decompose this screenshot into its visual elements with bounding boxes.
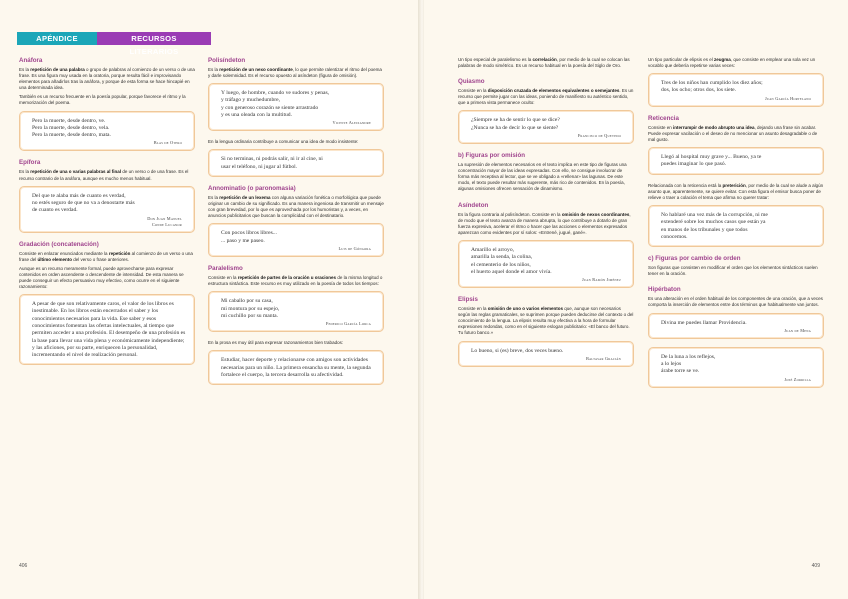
example-line: Divina me puedes llamar Providencia.	[661, 319, 747, 326]
section-heading: Annominatio (o paronomasia)	[208, 185, 296, 193]
body-paragraph: Relacionada con la reticencia está la preterición, por medio de la cual se alude a algún asunto que, aparentemente, se quiere evitar. Con esta figura el emisor busca poner de relieve o traer a colación el tema que afirma no querer tratar:	[648, 182, 824, 200]
example-line: Estudiar, hacer deporte y relacionarse con amigos son actividades necesarias para un niño. La primera ensancha su mente, la segunda fortalece el cuerpo, la tercera desarrolla su afectividad.	[221, 357, 371, 378]
body-paragraph: En la lengua ordinaria contribuye a comunicar una idea de modo insistente:	[208, 139, 359, 145]
example-box	[648, 205, 824, 247]
section-heading: Quiasmo	[458, 78, 485, 86]
example-author: Baltasar Gracián	[585, 355, 621, 361]
example-box	[648, 73, 824, 107]
column-1	[19, 57, 195, 373]
example-line: en manos de los tribunales y que todos	[661, 226, 748, 233]
example-box	[458, 240, 634, 288]
section-heading: Gradación (concatenación)	[19, 240, 99, 248]
example-box	[208, 291, 384, 332]
body-paragraph: Es la figura contraria al polisíndeton. Consiste en la omisión de nexos coordinantes, de modo que el texto avanza de manera abrupta, lo que contribuye a dotarlo de gran fuerza expresiva, acelerar el ritmo o hacer que las acciones o elementos expresados aparezcan como evidentes por sí solos: «Entrené, jugué, gané».	[458, 211, 631, 235]
example-line: mi montura por su espejo,	[221, 305, 280, 312]
example-author: Juan de Mena	[784, 327, 811, 333]
section-heading: Polisíndeton	[208, 57, 246, 64]
example-author: Luis de Góngora	[338, 246, 371, 252]
example-box	[458, 110, 634, 144]
example-line: dos, los ocho; otros dos, los siete.	[661, 87, 737, 94]
left-page	[0, 0, 420, 599]
section-heading: Elipsis	[458, 296, 478, 304]
body-paragraph: Un tipo especial de paralelismo es la correlación, por medio de la cual se colocan las palabras de modo simétrico. Es un recurso habitual en la poesía del Siglo de Oro.	[458, 57, 630, 69]
example-line: Llegó al hospital muy grave y... Bueno, ya te	[661, 154, 762, 161]
example-author: Federico García Lorca	[325, 321, 371, 327]
example-line: y con generoso corazón se siente arrastrado	[221, 104, 319, 111]
body-paragraph: Consiste en la disposición cruzada de elementos equivalentes o semejantes. Es un recurso que permite jugar con las ideas, poniendo de manifiesto su auténtico sentido, que a primera vista permanece oculto:	[458, 88, 634, 106]
example-line: y tráfago y muchedumbre,	[221, 97, 281, 104]
body-paragraph: Un tipo particular de elipsis es el zeugma, que consiste en emplear una sola vez un vocablo que debería repetirse varias veces:	[648, 57, 816, 69]
section-heading: Hipérbaton	[648, 286, 681, 294]
section-heading: Anáfora	[19, 57, 43, 64]
body-paragraph: Es una alteración en el orden habitual de los componentes de una oración, que a veces comporta la inserción de elementos entre dos términos que habitualmente van juntos.	[648, 296, 823, 308]
example-line: Mi caballo por su casa,	[221, 298, 273, 305]
example-author: Don Juan Manuel	[147, 215, 182, 221]
example-author: Vicente Aleixandre	[332, 120, 371, 126]
section-heading: Asíndeton	[458, 201, 489, 209]
body-paragraph: Es la repetición de una palabra o grupo de palabras al comienzo de un verso o de una frase. Es una figura muy usada en la oratoria, porque resulta fácil e improvisando elementos para añadirlos tras la anáfora, y porque de esta forma se hace hincapié en una determinada idea.	[19, 67, 195, 91]
body-paragraph: Consiste en interrumpir de modo abrupto una idea, dejando una frase sin acabar. Puede expresar vacilación o el deseo de no mencionar un asunto desagradable o de mal gusto.	[648, 124, 818, 142]
section-heading: Paralelismo	[208, 265, 243, 273]
example-line: de cuanto es verdad.	[32, 207, 78, 214]
example-box	[19, 111, 195, 152]
body-paragraph: Es la repetición de un nexo coordinante, lo que permite ralentizar el ritmo del poema y darle solemnidad. Es el recurso opuesto al asíndeton (figura de omisión).	[208, 67, 382, 79]
example-line: Lo bueno, si (es) breve, dos veces bueno.	[471, 347, 564, 354]
column-4	[648, 57, 824, 396]
page-number-left: 406	[19, 563, 28, 569]
example-box	[208, 350, 384, 385]
example-line: no estés seguro de que no va a denostarte más	[32, 199, 135, 206]
section-heading: Reticencia	[648, 114, 679, 122]
body-paragraph: Consiste en la repetición de partes de la oración u oraciones de la misma longitud o estructura sintáctica. Este recurso es muy utilizado en la poesía de todos los tiempos:	[208, 275, 383, 287]
example-box	[458, 341, 634, 367]
example-line: Pero la muerte, desde dentro, vela.	[32, 124, 110, 131]
example-line: ¿Nunca se ha de decir lo que se siente?	[471, 124, 559, 131]
body-paragraph: La supresión de elementos necesarios en el texto implica en este tipo de figuras una concentración mayor de las ideas expresadas. Con ello, se consigue involucrar de forma más receptiva al lector, que se ve obligado a «rellenar» las lagunas. De este modo, el texto puede resultar más sugerente, más rico de contenidos. En la poesía, algunas omisiones ofrecen sensación de dinamismo.	[458, 162, 627, 192]
example-line: ¿Siempre se ha de sentir lo que se dice?	[471, 117, 560, 124]
example-line: Si no terminas, ni podrás salir, ni ir al cine, ni	[221, 156, 323, 163]
example-line: Pero la muerte, desde dentro, mata.	[32, 132, 111, 139]
example-author: José Zorrilla	[784, 376, 811, 382]
example-source: Conde Lucanor	[151, 221, 182, 227]
example-box	[648, 147, 824, 175]
example-line: conocemos.	[661, 233, 688, 240]
example-line: el cementerio de los niños,	[471, 261, 531, 268]
page-number-right: 409	[811, 563, 820, 569]
example-line: ... paso y me paseo.	[221, 237, 265, 244]
example-author: Francisco de Quevedo	[577, 133, 621, 139]
example-box	[19, 186, 195, 233]
column-2	[208, 57, 384, 393]
example-line: De la luna a los reflejos,	[661, 353, 716, 360]
body-paragraph: Es la repetición de un lexema con alguna variación fonética o morfológica que puede originar un cambio de su significado. Es una manera ingeniosa de transmitir un mensaje con gran brevedad, por lo que es aprovechada por los humoristas y, a veces, en anuncios publicitarios que buscan la complicidad con el destinatario.	[208, 195, 384, 219]
section-heading: b) Figuras por omisión	[458, 152, 526, 160]
example-line: Del que te alaba más de cuanto es verdad,	[32, 192, 126, 199]
tab-recursos-literarios[interactable]: RECURSOS LITERARIOS	[97, 32, 211, 45]
example-box	[19, 294, 195, 365]
example-line: Y luego, de hombre, cuando ve sudores y penas,	[221, 90, 330, 97]
example-line: Tres de los niños han cumplido los diez años;	[661, 80, 763, 87]
example-box	[208, 83, 384, 131]
example-box	[208, 223, 384, 257]
example-box	[648, 313, 824, 339]
example-line: mi cuchillo por su manta.	[221, 312, 279, 319]
example-line: Con pocos libros libres...	[221, 230, 277, 237]
body-paragraph: Aunque es un recurso meramente formal, puede aprovecharse para expresar contenidos en orden ascendente o descendente de intensidad. De esta manera se puede conseguir un efecto persuasivo muy efectivo, como ocurre en el siguiente razonamiento:	[19, 265, 184, 289]
example-line: puedes imaginar lo que pasó.	[661, 161, 727, 168]
section-heading: c) Figuras por cambio de orden	[648, 255, 741, 263]
body-paragraph: En la prosa es muy útil para expresar razonamientos bien trabados:	[208, 340, 344, 346]
example-line: usar el teléfono, ni jugar al fútbol.	[221, 163, 298, 170]
body-paragraph: Consiste en enlazar enunciados mediante la repetición al comienzo de un verso o una frase del último elemento del verso o frase anteriores.	[19, 250, 193, 262]
body-paragraph: Es la repetición de una o varias palabras al final de un verso o de una frase. Es el recurso contrario de la anáfora, aunque es mucho menos habitual.	[19, 169, 189, 181]
column-3	[458, 57, 634, 375]
example-line: amarilla la senda, la colina,	[471, 254, 533, 261]
body-paragraph: Consiste en la omisión de uno o varios elementos que, aunque son necesarios según las reglas gramaticales, se suprimen porque pueden deducirse del contexto o del conocimiento de la lengua. La elipsis resulta muy efectiva a la hora de formular expresiones redondas, como en el siguiente eslogan publicitario: «El banco del futuro. Tu futuro banco.»	[458, 306, 634, 336]
body-paragraph: También es un recurso frecuente en la poesía popular, porque favorece el ritmo y la memorización del poema.	[19, 94, 186, 106]
example-line: extenderé sobre los muchos casos que están ya	[661, 219, 766, 226]
example-line: árabe torre se ve.	[661, 368, 700, 375]
example-line: y es una oleada con la multitud.	[221, 112, 292, 119]
example-box	[648, 347, 824, 388]
section-tabs	[17, 32, 211, 56]
example-line: A pesar de que son relativamente caros, el valor de los libros es inestimable. En los libros están encerrados el saber y los conocimientos necesarios para la vida. Ese saber y esos conocimientos fomentan las ofertas intelectuales, al tiempo que permiten acceder a una profesión. El desempeño de una profesión es la base para llevar una vida plena y económicamente independiente; y las aficiones, por su parte, enriquecen la personalidad, incrementando el nivel de realización personal.	[32, 301, 186, 359]
example-line: Amarillo el arroyo,	[471, 246, 515, 253]
example-author: Blas de Otero	[153, 140, 182, 146]
example-line: el huerto aquel donde el amor vivía.	[471, 268, 552, 275]
example-line: No hablaré una vez más de la corrupción, ni me	[661, 211, 768, 218]
body-paragraph: Son figuras que consisten en modificar el orden que los elementos sintácticos suelen tener en la oración.	[648, 265, 818, 277]
example-author: Juan García Hortelano	[764, 95, 811, 101]
example-author: Juan Ramón Jiménez	[582, 277, 621, 283]
tab-apendice[interactable]: APÉNDICE	[17, 32, 97, 45]
example-box	[208, 149, 384, 177]
example-line: Pero la muerte, desde dentro, ve.	[32, 117, 106, 124]
section-heading: Epífora	[19, 159, 41, 167]
right-page	[424, 0, 848, 599]
example-line: a lo lejos	[661, 361, 682, 368]
